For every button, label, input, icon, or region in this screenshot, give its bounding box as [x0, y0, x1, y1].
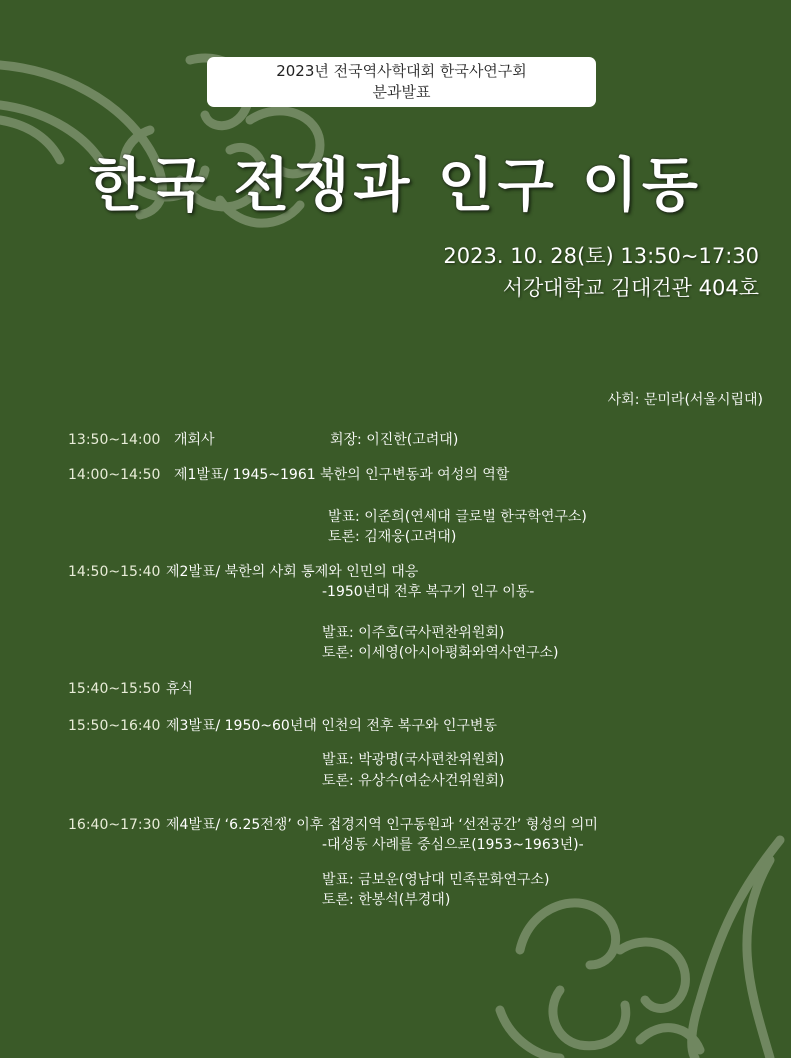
event-tag — [207, 57, 596, 107]
page-title: 한국 전쟁과 인구 이동 — [89, 151, 702, 219]
date-time: 2023. 10. 28(토) 13:50~17:30 — [443, 244, 759, 268]
session1-time: 14:00~14:50 — [68, 467, 161, 483]
session4-subtitle: -대성동 사례를 중심으로(1953~1963년)- — [322, 837, 584, 853]
session4-discussant: 토론: 한봉석(부경대) — [322, 892, 451, 908]
event-type: 분과발표 — [372, 83, 431, 101]
venue: 서강대학교 김대건관 404호 — [502, 276, 759, 300]
session2-time: 14:50~15:40 — [68, 564, 161, 580]
session1-discussant: 토론: 김재웅(고려대) — [328, 529, 457, 545]
session3-time: 15:50~16:40 — [68, 718, 161, 734]
session2-presenter: 발표: 이주호(국사편찬위원회) — [322, 625, 505, 641]
session1-presenter: 발표: 이준희(연세대 글로벌 한국학연구소) — [328, 509, 587, 525]
session4-time: 16:40~17:30 — [68, 817, 161, 833]
break-time: 15:40~15:50 — [68, 681, 161, 697]
break-label: 휴식 — [166, 681, 194, 697]
event-name: 2023년 전국역사학대회 한국사연구회 — [276, 62, 527, 80]
opening-speaker: 회장: 이진한(고려대) — [330, 432, 459, 448]
session4-title: 제4발표/ ‘6.25전쟁’ 이후 접경지역 인구동원과 ‘선전공간’ 형성의 의미 — [166, 817, 598, 833]
opening-label: 개회사 — [174, 432, 215, 448]
session1-title: 제1발표/ 1945~1961 북한의 인구변동과 여성의 역할 — [174, 467, 510, 483]
session4-presenter: 발표: 금보운(영남대 민족문화연구소) — [322, 872, 550, 888]
session3-presenter: 발표: 박광명(국사편찬위원회) — [322, 752, 505, 768]
session3-title: 제3발표/ 1950~60년대 인천의 전후 복구와 인구변동 — [166, 718, 497, 734]
opening-time: 13:50~14:00 — [68, 432, 161, 448]
moderator: 사회: 문미라(서울시립대) — [607, 392, 763, 408]
event-info — [443, 240, 759, 304]
session3-discussant: 토론: 유상수(여순사건위원회) — [322, 773, 505, 789]
session2-subtitle: -1950년대 전후 복구기 인구 이동- — [322, 584, 535, 600]
session2-discussant: 토론: 이세영(아시아평화와역사연구소) — [322, 645, 559, 661]
session2-title: 제2발표/ 북한의 사회 통제와 인민의 대응 — [166, 564, 419, 580]
